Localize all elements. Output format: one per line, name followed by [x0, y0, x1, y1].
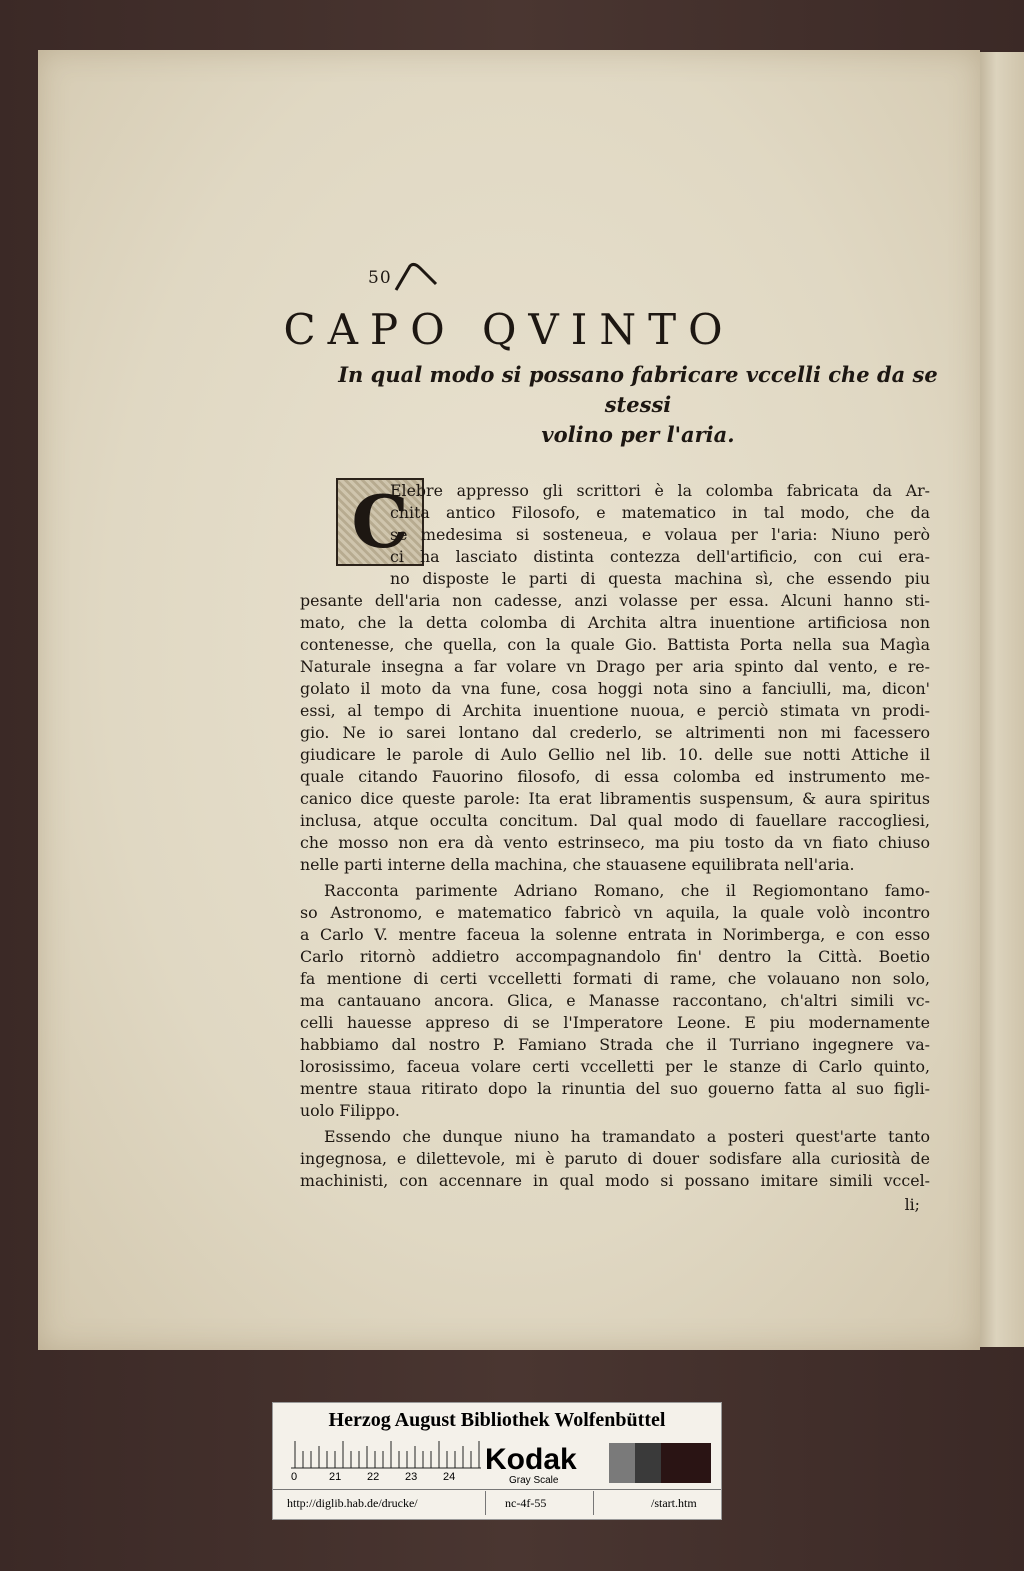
drop-cap-letter: C — [351, 479, 409, 564]
text-line: mato, che la detta colomba di Archita altra inuentione artificiosa non — [300, 613, 930, 632]
text-line: lorosissimo, faceua volare certi vccelletti per le stanze di Carlo quinto, — [300, 1057, 930, 1076]
divider — [485, 1491, 486, 1515]
text-line: Carlo ritornò addietro accompagnandolo fin' dentro la Città. Boetio — [300, 947, 930, 966]
dark-swatch — [661, 1443, 711, 1483]
ruler-label: 22 — [367, 1471, 380, 1483]
kodak-logo: Kodak — [485, 1443, 577, 1476]
page-number: 50 — [368, 268, 392, 288]
text-line: so Astronomo, e matematico fabricò vn aquila, la quale volò incontro — [300, 903, 930, 922]
ornament-icon — [390, 260, 450, 292]
text-line: nelle parti interne della machina, che stauasene equilibrata nell'aria. — [300, 855, 855, 874]
text-line: fa mentione di certi vccelletti formati di rame, che volauano non solo, — [300, 969, 930, 988]
subtitle-line: In qual modo si possano fabricare vccelli che da se stessi — [338, 362, 938, 417]
text-line: inclusa, atque occulta concitum. Dal qual modo di fauellare raccogliesi, — [300, 811, 930, 830]
url-end: /start.htm — [651, 1496, 697, 1510]
ruler-label: 24 — [443, 1471, 456, 1483]
text-line: machinisti, con accennare in qual modo si possano imitare simili vccel- — [300, 1171, 930, 1190]
text-line: uolo Filippo. — [300, 1101, 400, 1120]
library-name: Herzog August Bibliothek Wolfenbüttel — [328, 1409, 666, 1431]
text-line: ingegnosa, e dilettevole, mi è paruto di douer sodisfare alla curiosità de — [300, 1149, 930, 1168]
gray-swatch — [609, 1443, 635, 1483]
text-line: Naturale insegna a far volare vn Drago per aria spinto dal vento, e re- — [300, 657, 930, 676]
book-page — [38, 50, 980, 1350]
shelfmark: nc-4f-55 — [505, 1496, 547, 1510]
library-scan-stamp — [272, 1402, 722, 1520]
text-line: mentre staua ritirato dopo la rinuntia del suo gouerno fatta al suo figli- — [300, 1079, 930, 1098]
text-line: ma cantauano ancora. Glica, e Manasse raccontano, ch'altri simili vc- — [300, 991, 930, 1010]
text-line: no disposte le parti di questa machina sì, che essendo piu — [390, 569, 930, 588]
divider — [273, 1489, 721, 1490]
url-base: http://diglib.hab.de/drucke/ — [287, 1496, 418, 1510]
ruler-label: 0 — [291, 1471, 298, 1483]
chapter-subtitle — [328, 360, 948, 450]
text-line: Elebre appresso gli scrittori è la colomba fabricata da Ar- — [390, 481, 930, 500]
text-line: pesante dell'aria non cadesse, anzi volasse per essa. Alcuni hanno sti- — [300, 591, 930, 610]
text-line: canico dice queste parole: Ita erat libramentis suspensum, & aura spiritus — [300, 789, 930, 808]
text-line: se medesima si sosteneua, e volaua per l'aria: Niuno però — [390, 525, 930, 544]
catchword: li; — [904, 1195, 920, 1214]
ruler-label: 21 — [329, 1471, 342, 1483]
text-line: essi, al tempo di Archita inuentione nuoua, e perciò stimata vn prodi- — [300, 701, 930, 720]
text-line: chita antico Filosofo, e matematico in tal modo, che da — [390, 503, 930, 522]
text-line: habbiamo dal nostro P. Famiano Strada che il Turriano ingegnere va- — [300, 1035, 930, 1054]
text-line: ci ha lasciato distinta contezza dell'artificio, con cui era- — [390, 547, 930, 566]
text-line: quale citando Fauorino filosofo, di essa colomba ed instrumento me- — [300, 767, 930, 786]
text-line: contenesse, che quella, con la quale Gio. Battista Porta nella sua Magìa — [300, 635, 930, 654]
text-line: celli hauesse appreso di se l'Imperatore Leone. E piu modernamente — [300, 1013, 930, 1032]
ruler-scale-icon — [291, 1441, 481, 1469]
divider — [593, 1491, 594, 1515]
text-line: giudicare le parole di Aulo Gellio nel lib. 10. delle sue notti Attiche il — [300, 745, 930, 764]
gray-scale-label: Gray Scale — [509, 1475, 559, 1486]
chapter-title: CAPO QVINTO — [283, 305, 735, 354]
subtitle-line: volino per l'aria. — [541, 422, 735, 447]
ruler-label: 23 — [405, 1471, 418, 1483]
text-line: Essendo che dunque niuno ha tramandato a posteri quest'arte tanto — [324, 1127, 930, 1146]
text-line: golato il moto da vna fune, cosa hoggi nota sino a fanciulli, ma, dicon' — [300, 679, 930, 698]
adjacent-page-edge — [978, 52, 1024, 1347]
text-line: Racconta parimente Adriano Romano, che il Regiomontano famo- — [324, 881, 930, 900]
text-line: a Carlo V. mentre faceua la solenne entrata in Norimberga, e con esso — [300, 925, 930, 944]
text-line: gio. Ne io sarei lontano dal crederlo, se altrimenti non mi facessero — [300, 723, 930, 742]
gray-swatch — [635, 1443, 661, 1483]
text-line: che mosso non era dà vento estrinseco, ma piu tosto da vn fiato chiuso — [300, 833, 930, 852]
